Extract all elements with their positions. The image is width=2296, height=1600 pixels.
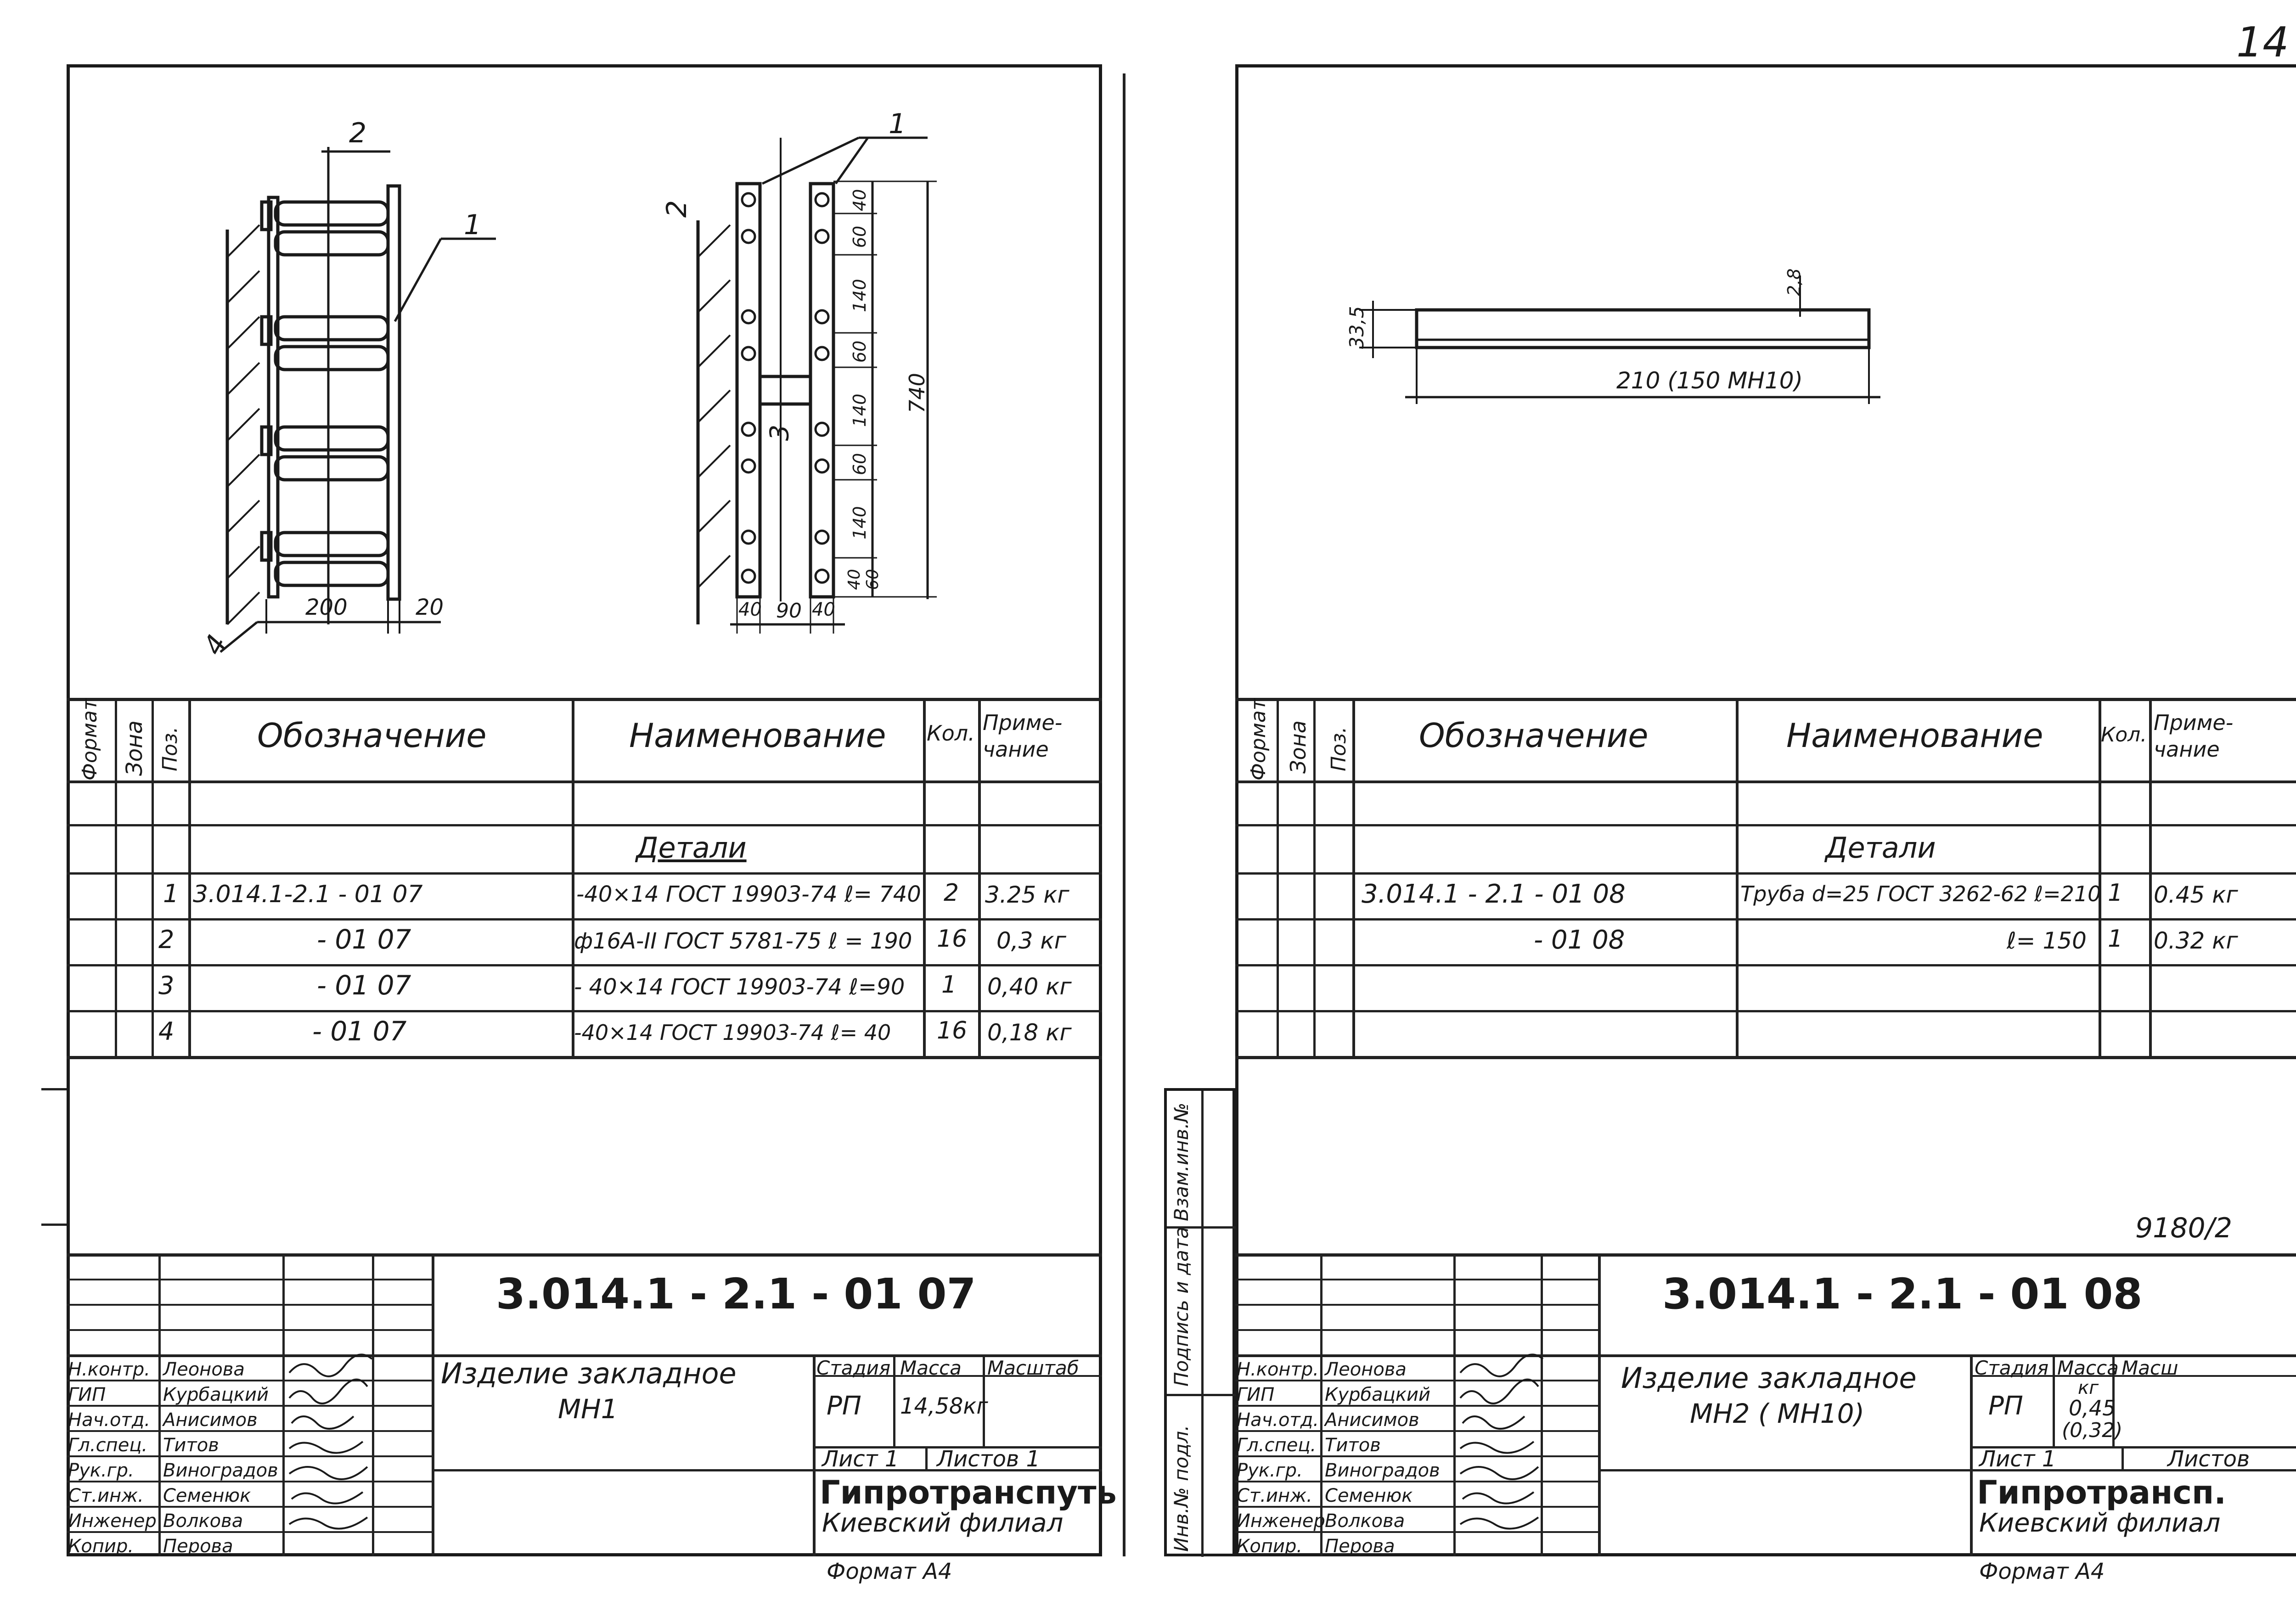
left-format-label: Формат А4 — [827, 1559, 952, 1584]
dim-side-40a: 40 — [850, 189, 870, 211]
left-product-name: Изделие закладное — [441, 1357, 737, 1390]
leader-label-3-side: 3 — [765, 424, 795, 441]
left-row-designation-2: - 01 07 — [317, 924, 411, 955]
left-row-pos-1: 1 — [163, 879, 179, 908]
left-row-name-1: -40×14 ГОСТ 19903-74 ℓ= 740 — [576, 881, 921, 907]
right-header-zone: Зона — [1286, 720, 1311, 774]
left-role-0: Н.контр. — [68, 1359, 150, 1380]
right-name-6: Волкова — [1325, 1510, 1405, 1532]
left-signatures — [285, 1354, 377, 1538]
right-header-format: Формат — [1247, 698, 1270, 780]
right-row-qty-1: 1 — [2108, 879, 2123, 907]
left-doc-number: 3.014.1 - 2.1 - 01 07 — [496, 1269, 976, 1319]
left-org-name: Гипротранспуть — [820, 1474, 1117, 1511]
left-name-7: Перова — [163, 1536, 233, 1557]
left-mass-value: 14,58кг — [900, 1393, 988, 1419]
dim-bottom-40b: 40 — [812, 599, 835, 620]
right-doc-number: 3.014.1 - 2.1 - 01 08 — [1662, 1269, 2143, 1319]
left-row-pos-4: 4 — [158, 1017, 174, 1046]
left-row-note-3: 0,40 кг — [987, 973, 1072, 1000]
dim-side-60d: 60 — [863, 569, 882, 590]
left-header-pos: Поз. — [158, 726, 182, 771]
right-row-qty-2: 1 — [2108, 925, 2123, 953]
page-number: 14 — [2236, 18, 2289, 67]
right-product-name: Изделие закладное — [1621, 1361, 1917, 1395]
right-stage-label: Стадия — [1975, 1357, 2049, 1379]
right-org-name: Гипротрансп. — [1977, 1474, 2226, 1511]
right-pipe-drawing — [0, 0, 2296, 459]
leader-label-4-front: 4 — [197, 629, 234, 661]
left-margin-tick-1 — [41, 1088, 67, 1090]
left-section-title: Детали — [636, 831, 747, 865]
right-stage-value: РП — [1988, 1391, 2023, 1421]
left-name-6: Волкова — [163, 1510, 243, 1532]
left-row-qty-3: 1 — [941, 971, 957, 999]
side-stamp-signature-date: Подпись и дата — [1170, 1227, 1193, 1387]
right-row-name-2: ℓ= 150 — [2007, 927, 2087, 954]
dim-side-140c: 140 — [850, 506, 870, 539]
left-stage-label: Стадия — [816, 1357, 891, 1379]
dim-pipe-length: 210 (150 МН10) — [1616, 367, 1803, 394]
right-sheets-label: Листов — [2167, 1446, 2250, 1472]
left-name-2: Анисимов — [163, 1409, 258, 1431]
right-sheet-label: Лист 1 — [1979, 1446, 2056, 1472]
left-mass-label: Масса — [900, 1357, 962, 1379]
right-mass-unit: кг — [2078, 1377, 2099, 1398]
dim-side-60c: 60 — [850, 453, 870, 475]
dim-pipe-thickness: 2,8 — [1784, 268, 1804, 296]
left-sheet-label: Лист 1 — [822, 1446, 899, 1472]
right-mass-label: Масса — [2057, 1357, 2119, 1379]
right-row-name-1: Труба d=25 ГОСТ 3262-62 ℓ=210 — [1740, 881, 2101, 906]
left-name-1: Курбацкий — [163, 1384, 269, 1405]
left-row-name-4: -40×14 ГОСТ 19903-74 ℓ= 40 — [574, 1020, 891, 1045]
side-stamp-replacement-inv: Взам.инв.№ — [1170, 1102, 1193, 1221]
right-branch-name: Киевский филиал — [1979, 1508, 2221, 1538]
right-role-0: Н.контр. — [1237, 1359, 1319, 1380]
right-header-pos: Поз. — [1327, 726, 1351, 771]
left-name-4: Виноградов — [163, 1460, 278, 1481]
left-name-0: Леонова — [163, 1359, 245, 1380]
leader-label-1-front: 1 — [464, 209, 482, 241]
left-role-4: Рук.гр. — [68, 1460, 134, 1481]
leader-label-1-side: 1 — [889, 108, 906, 140]
archive-number: 9180/2 — [2135, 1212, 2233, 1244]
right-role-2: Нач.отд. — [1237, 1409, 1319, 1431]
left-row-qty-2: 16 — [937, 925, 968, 953]
dim-pipe-height: 33,5 — [1345, 306, 1368, 349]
right-name-1: Курбацкий — [1325, 1384, 1431, 1405]
right-role-6: Инженер — [1237, 1510, 1325, 1532]
dim-side-140a: 140 — [850, 279, 870, 312]
left-row-designation-4: - 01 07 — [312, 1016, 407, 1047]
left-header-designation: Обозначение — [257, 716, 487, 755]
dim-front-flange: 20 — [416, 595, 444, 620]
dim-side-60a: 60 — [850, 225, 870, 248]
left-row-note-4: 0,18 кг — [987, 1019, 1072, 1046]
left-row-name-3: - 40×14 ГОСТ 19903-74 ℓ=90 — [574, 974, 905, 1000]
left-role-2: Нач.отд. — [68, 1409, 151, 1431]
right-format-label: Формат А4 — [1979, 1559, 2105, 1584]
left-role-6: Инженер — [68, 1510, 157, 1532]
left-row-qty-1: 2 — [944, 879, 959, 907]
left-header-format: Формат — [78, 698, 101, 780]
right-role-1: ГИП — [1237, 1384, 1275, 1405]
right-role-4: Рук.гр. — [1237, 1460, 1303, 1481]
right-role-3: Гл.спец. — [1237, 1435, 1317, 1456]
right-header-note: Приме-чание — [2154, 710, 2234, 762]
left-product-code: МН1 — [558, 1393, 618, 1425]
right-name-5: Семенюк — [1325, 1485, 1413, 1506]
left-header-note: Приме-чание — [983, 710, 1063, 762]
dim-side-total: 740 — [905, 373, 929, 413]
right-header-name: Наименование — [1786, 716, 2043, 755]
right-header-designation: Обозначение — [1419, 716, 1649, 755]
left-row-designation-3: - 01 07 — [317, 970, 411, 1001]
dim-side-140b: 140 — [850, 393, 870, 427]
right-row-designation-2: - 01 08 — [1534, 925, 1625, 955]
left-header-zone: Зона — [122, 720, 147, 776]
right-row-note-2: 0.32 кг — [2154, 927, 2238, 954]
left-header-qty: Кол. — [927, 721, 975, 746]
right-row-note-1: 0.45 кг — [2154, 881, 2238, 908]
left-row-note-2: 0,3 кг — [996, 927, 1066, 954]
left-row-pos-2: 2 — [158, 925, 174, 954]
left-stage-value: РП — [827, 1391, 861, 1421]
side-stamp-inv-no: Инв.№ подл. — [1170, 1425, 1193, 1552]
left-row-name-2: ф16А-II ГОСТ 5781-75 ℓ = 190 — [574, 928, 912, 954]
right-product-code: МН2 ( МН10) — [1690, 1398, 1865, 1429]
left-row-qty-4: 16 — [937, 1017, 968, 1044]
left-name-3: Титов — [163, 1435, 219, 1456]
right-name-7: Перова — [1325, 1536, 1395, 1557]
left-role-7: Копир. — [68, 1536, 134, 1557]
left-header-name: Наименование — [629, 716, 886, 755]
right-name-0: Леонова — [1325, 1359, 1407, 1380]
dim-side-60b: 60 — [850, 340, 870, 363]
right-row-designation-1: 3.014.1 - 2.1 - 01 08 — [1362, 879, 1626, 909]
right-name-4: Виноградов — [1325, 1460, 1440, 1481]
right-role-5: Ст.инж. — [1237, 1485, 1312, 1506]
right-header-qty: Кол. — [2101, 723, 2147, 747]
right-signatures — [1456, 1354, 1548, 1538]
left-role-1: ГИП — [68, 1384, 106, 1405]
left-role-3: Гл.спец. — [68, 1435, 148, 1456]
left-role-5: Ст.инж. — [68, 1485, 144, 1506]
dim-side-40b: 40 — [845, 569, 864, 590]
leader-label-2-side: 2 — [661, 200, 693, 218]
left-row-designation-1: 3.014.1-2.1 - 01 07 — [193, 881, 423, 908]
dim-bottom-40a: 40 — [738, 599, 762, 620]
right-name-3: Титов — [1325, 1435, 1381, 1456]
right-scale-label: Масш — [2122, 1357, 2178, 1379]
left-scale-label: Масштаб — [987, 1357, 1079, 1379]
left-row-pos-3: 3 — [158, 971, 174, 1000]
right-name-2: Анисимов — [1325, 1409, 1419, 1431]
right-role-7: Копир. — [1237, 1536, 1303, 1557]
left-row-note-1: 3.25 кг — [985, 881, 1069, 908]
left-margin-tick-2 — [41, 1224, 67, 1226]
right-mass-value: 0,45 — [2069, 1396, 2116, 1420]
left-sheets-label: Листов 1 — [937, 1446, 1041, 1472]
right-mass-alt: (0,32) — [2062, 1419, 2123, 1442]
leader-label-2-front: 2 — [349, 117, 367, 149]
dim-bottom-90: 90 — [776, 599, 802, 623]
left-name-5: Семенюк — [163, 1485, 251, 1506]
left-branch-name: Киевский филиал — [822, 1508, 1064, 1538]
dim-front-width: 200 — [305, 595, 348, 620]
right-section-title: Детали — [1825, 831, 1936, 865]
